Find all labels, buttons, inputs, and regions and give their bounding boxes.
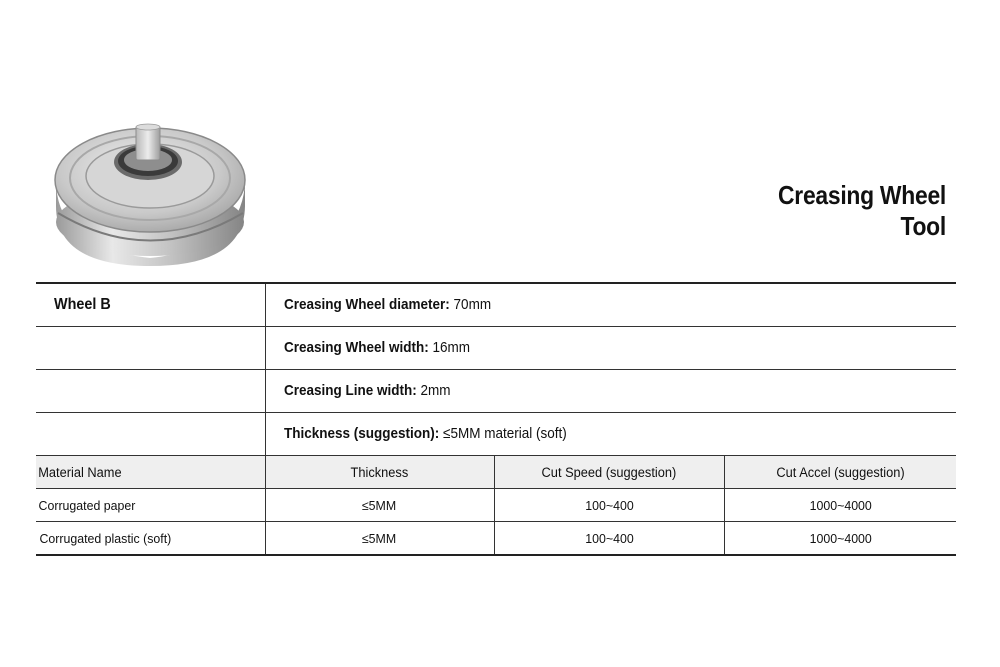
spec-value: 16mm (432, 339, 470, 356)
creasing-wheel-image (48, 118, 253, 268)
cell-cut-speed: 100~400 (494, 489, 724, 522)
spec-label: Creasing Wheel diameter: (283, 296, 450, 313)
spec-row (36, 370, 956, 413)
empty-cell (36, 370, 265, 413)
header-material: Material Name (36, 456, 265, 489)
cell-thickness: ≤5MM (265, 522, 494, 556)
wheel-label: Wheel B (54, 296, 111, 313)
cell-cut-speed: 100~400 (494, 522, 724, 556)
spec-row (36, 283, 956, 327)
page-title: Creasing Wheel Tool (778, 180, 946, 241)
spec-cell (265, 327, 956, 370)
spec-label: Creasing Line width: (283, 382, 417, 399)
header-thickness: Thickness (265, 456, 494, 489)
wheel-label-cell (36, 283, 265, 327)
spec-diameter (266, 296, 491, 313)
empty-cell (36, 327, 265, 370)
table-row (36, 522, 956, 556)
spec-cell (265, 283, 956, 327)
spec-row (36, 327, 956, 370)
header-cut-accel: Cut Accel (suggestion) (724, 456, 956, 489)
cell-material: Corrugated plastic (soft) (36, 522, 265, 556)
spec-label: Thickness (suggestion): (283, 425, 439, 442)
spec-value: 2mm (420, 382, 451, 399)
spec-cell (265, 413, 956, 456)
spec-label: Creasing Wheel width: (283, 339, 429, 356)
spec-cell (265, 370, 956, 413)
header-cut-speed: Cut Speed (suggestion) (494, 456, 724, 489)
spec-width (266, 339, 470, 356)
table-header-row (36, 456, 956, 489)
spec-value: ≤5MM material (soft) (442, 425, 567, 442)
spec-row (36, 413, 956, 456)
cell-cut-accel: 1000~4000 (724, 522, 956, 556)
cell-thickness: ≤5MM (265, 489, 494, 522)
cell-cut-accel: 1000~4000 (724, 489, 956, 522)
empty-cell (36, 413, 265, 456)
spec-table (36, 282, 956, 556)
spec-line-width (266, 382, 451, 399)
spec-value: 70mm (453, 296, 491, 313)
spec-thickness (266, 425, 567, 442)
table-row (36, 489, 956, 522)
cell-material: Corrugated paper (36, 489, 265, 522)
